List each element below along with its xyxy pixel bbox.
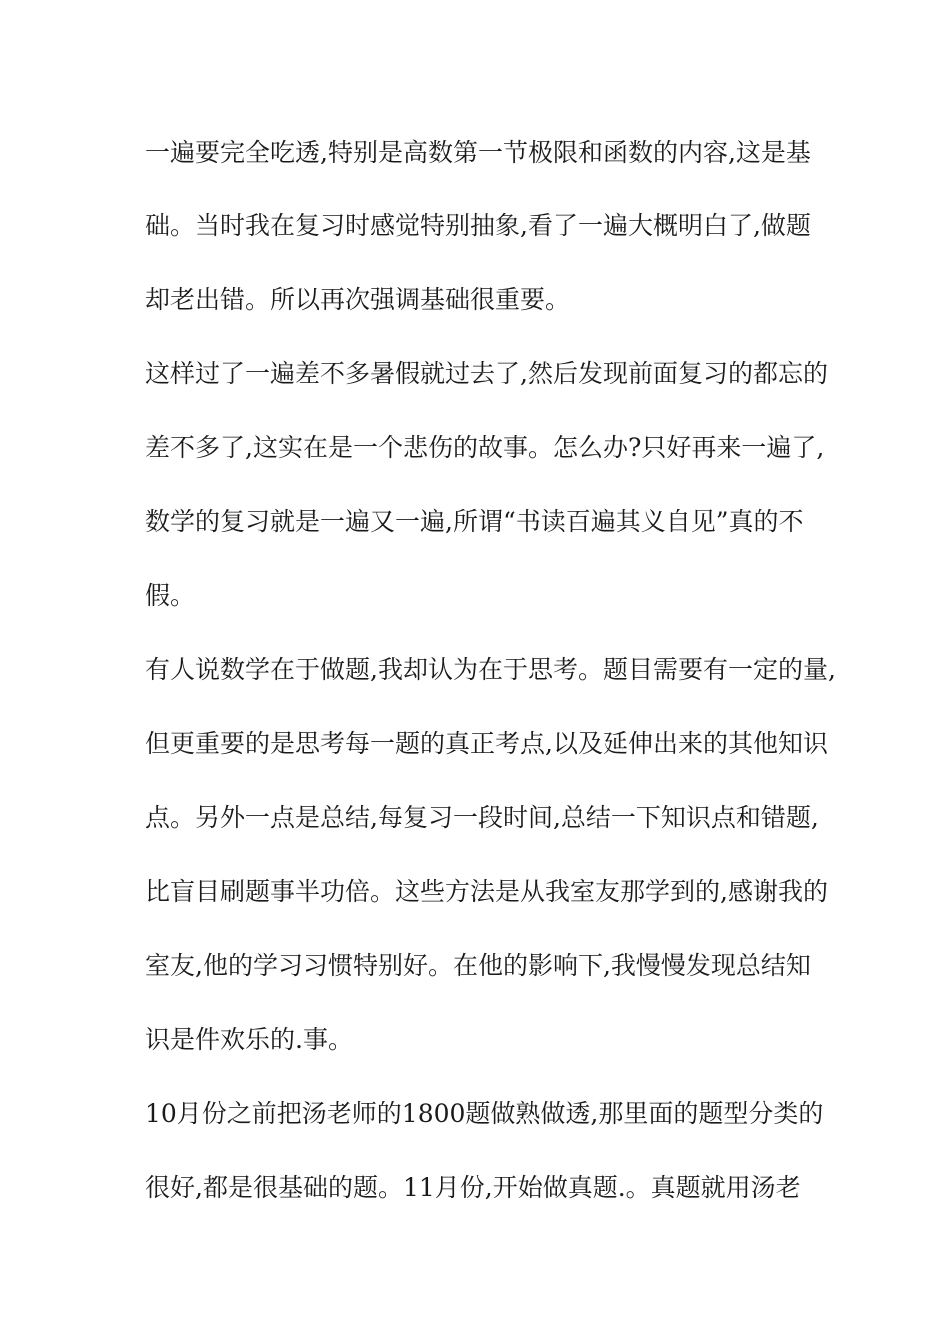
text-line: 有人说数学在于做题,我却认为在于思考。题目需要有一定的量, [145,655,836,684]
text-line: 差不多了,这实在是一个悲伤的故事。怎么办?只好再来一遍了, [145,433,825,462]
text-line: 假。 [145,581,196,610]
text-line: 识是件欢乐的.事。 [145,1025,353,1054]
text-line: 很好,都是很基础的题。11月份,开始做真题.。真题就用汤老 [145,1173,801,1202]
text-line: 10月份之前把汤老师的1800题做熟做透,那里面的题型分类的 [145,1099,824,1128]
text-line: 但更重要的是思考每一题的真正考点,以及延伸出来的其他知识 [145,729,828,758]
text-line: 一遍要完全吃透,特别是高数第一节极限和函数的内容,这是基 [145,138,811,167]
text-line: 这样过了一遍差不多暑假就过去了,然后发现前面复习的都忘的 [145,359,828,388]
text-line: 点。另外一点是总结,每复习一段时间,总结一下知识点和错题, [145,803,819,832]
text-line: 比盲目刷题事半功倍。这些方法是从我室友那学到的,感谢我的 [145,877,828,906]
text-line: 础。当时我在复习时感觉特别抽象,看了一遍大概明白了,做题 [145,211,811,240]
text-line: 却老出错。所以再次强调基础很重要。 [145,285,571,314]
text-line: 室友,他的学习习惯特别好。在他的影响下,我慢慢发现总结知 [145,951,811,980]
text-line: 数学的复习就是一遍又一遍,所谓“书读百遍其义自见”真的不 [145,507,804,536]
